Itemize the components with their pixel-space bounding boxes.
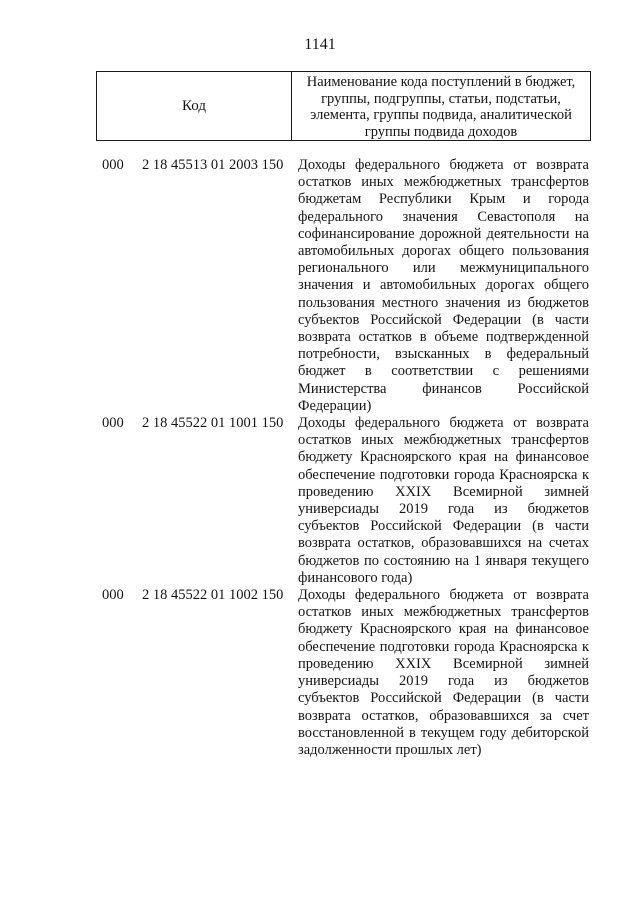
description-line: Доходы федерального бюджета от возврата xyxy=(298,157,589,173)
description-line: остатков иных межбюджетных трансфертов xyxy=(298,604,589,621)
description-line: универсиады 2019 года из бюджетов xyxy=(298,673,589,690)
table-row xyxy=(0,415,640,587)
header-name-column: Наименование кода поступлений в бюджет, группы, подгруппы, статьи, подстатьи, элемента, группы подвида, аналитической группы подвида доходов xyxy=(306,74,576,140)
description-line: остатков иных межбюджетных трансфертов xyxy=(298,174,589,191)
description-line: возврата остатков, образовавшихся за счет xyxy=(298,707,589,724)
description-line: автомобильных дорогах общего пользования xyxy=(298,243,589,260)
description-line: Доходы федерального бюджета от возврата xyxy=(298,415,589,432)
description-line: субъектов Российской Федерации (в части xyxy=(298,690,589,707)
description-line: бюджетам Республики Крым и города xyxy=(298,191,589,208)
description-line: остатков иных межбюджетных трансфертов xyxy=(298,432,589,449)
admin-code: 000 xyxy=(102,587,124,604)
description-line: универсиады 2019 года из бюджетов xyxy=(298,501,589,518)
description-line: федерального значения Севастополя на xyxy=(298,208,589,225)
budget-code: 2 18 45522 01 1001 150 xyxy=(142,415,284,432)
budget-code: 2 18 45513 01 2003 150 xyxy=(142,157,284,173)
description-line: значения и автомобильных дорогах общего xyxy=(298,277,589,294)
table-row xyxy=(0,587,640,759)
description-line: регионального или межмуниципального xyxy=(298,260,589,277)
table-header xyxy=(96,71,591,141)
table-row xyxy=(0,157,640,415)
table-body xyxy=(0,157,640,759)
admin-code: 000 xyxy=(102,415,124,432)
description-line: потребности, взысканных в федеральный xyxy=(298,346,589,363)
description-line: возврата остатков, образовавшихся на счетах xyxy=(298,535,589,552)
description-line: бюджетов по состоянию на 1 января текущего xyxy=(298,552,589,569)
description-line: Доходы федерального бюджета от возврата xyxy=(298,587,589,604)
row-description xyxy=(298,157,589,415)
description-line: бюджету Красноярского края на финансовое xyxy=(298,621,589,638)
description-line: бюджету Красноярского края на финансовое xyxy=(298,449,589,466)
description-line: обеспечение подготовки города Красноярска к xyxy=(298,638,589,655)
row-description xyxy=(298,587,589,759)
description-line: задолженности прошлых лет) xyxy=(298,741,482,758)
row-description xyxy=(298,415,589,587)
admin-code: 000 xyxy=(102,157,124,173)
description-line: пользования местного значения из бюджетов xyxy=(298,294,589,311)
description-line: восстановленной в текущем году дебиторской xyxy=(298,724,589,741)
description-line: субъектов Российской Федерации (в части xyxy=(298,311,589,328)
description-line: субъектов Российской Федерации (в части xyxy=(298,518,589,535)
budget-code: 2 18 45522 01 1002 150 xyxy=(142,587,284,604)
description-line: Федерации) xyxy=(298,397,372,414)
description-line: обеспечение подготовки города Красноярска к xyxy=(298,466,589,483)
description-line: возврата остатков в объеме подтвержденной xyxy=(298,329,589,346)
description-line: бюджет в соответствии с решениями xyxy=(298,363,589,380)
description-line: проведению XXIX Всемирной зимней xyxy=(298,483,589,500)
description-line: финансового года) xyxy=(298,569,413,586)
header-code-column: Код xyxy=(97,72,292,140)
description-line: проведению XXIX Всемирной зимней xyxy=(298,655,589,672)
description-line: Министерства финансов Российской xyxy=(298,380,589,397)
page-number: 1141 xyxy=(304,36,336,53)
description-line: софинансирование дорожной деятельности на xyxy=(298,225,589,242)
